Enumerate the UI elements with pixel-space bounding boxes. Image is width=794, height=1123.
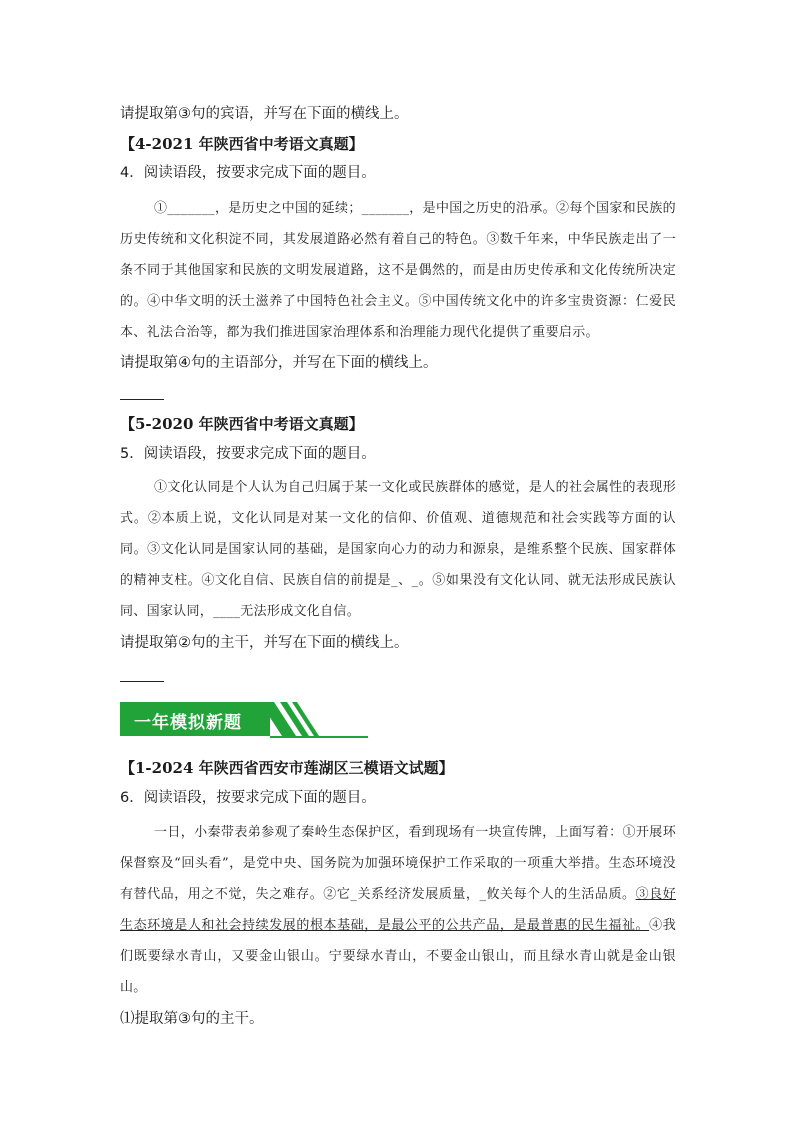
- question-6-passage: [120, 817, 676, 1003]
- question-5-passage: ①文化认同是个人认为自己归属于某一文化或民族群体的感觉，是人的社会属性的表现形式。②本质上说，文化认同是对某一文化的信仰、价值观、道德规范和社会实践等方面的认同。③文化认同是国家认同的基础，是国家向心力的动力和源泉，是维系整个民族、国家群体的精神支柱。④文化自信、民族自信的前提是_、_。⑤如果没有文化认同、就无法形成民族认同、国家认同，____无法形成文化自信。: [120, 480, 676, 619]
- question-5-heading: 【5-2020 年陕西省中考语文真题】: [120, 415, 364, 433]
- answer-line: [120, 399, 164, 400]
- question-prompt: 请提取第③句的宾语，并写在下面的横线上。: [120, 106, 409, 122]
- passage-text: ④我们既要绿水青山，又要金山银山。宁要绿水青山，不要金山银山，而且绿水青山就是金山银山。: [120, 918, 676, 995]
- question-4-instruction: 4．阅读语段，按要求完成下面的题目。: [120, 165, 376, 181]
- question-5-prompt: 请提取第②句的主干，并写在下面的横线上。: [120, 635, 409, 651]
- question-5-instruction: 5．阅读语段，按要求完成下面的题目。: [120, 446, 376, 462]
- section-banner: [120, 702, 370, 738]
- banner-stripes-icon: [260, 702, 330, 738]
- passage-text: 一日，小秦带表弟参观了秦岭生态保护区，看到现场有一块宣传牌，上面写着：①开展环保督察及“回头看”，是党中央、国务院为加强环境保护工作采取的一项重大举措。生态环境没有替代品，用之不觉，失之难存。②它_关系经济发展质量，_攸关每个人的生活品质。: [120, 825, 676, 902]
- question-6-subquestion-1: ⑴提取第③句的主干。: [120, 1011, 264, 1027]
- question-4-prompt: 请提取第④句的主语部分，并写在下面的横线上。: [120, 355, 438, 371]
- question-4-passage: ①_______，是历史之中国的延续；_______，是中国之历史的沿承。②每个国家和民族的历史传统和文化积淀不同，其发展道路必然有着自己的特色。③数千年来，中华民族走出了一条不同于其他国家和民族的文明发展道路，这不是偶然的，而是由历史传承和文化传统所决定的。④中华文明的沃土滋养了中国特色社会主义。⑤中国传统文化中的许多宝贵资源：仁爱民本、礼法合治等，都为我们推进国家治理体系和治理能力现代化提供了重要启示。: [120, 201, 676, 340]
- question-6-instruction: 6．阅读语段，按要求完成下面的题目。: [120, 790, 376, 806]
- passage-underlined-sentence: ③良好生态环境是人和社会持续发展的根本基础，是最公平的公共产品，是最普惠的民生福祉。: [120, 887, 677, 933]
- question-6-heading: 【1-2024 年陕西省西安市莲湖区三模语文试题】: [120, 759, 454, 777]
- banner-title: 一年模拟新题: [134, 713, 242, 733]
- question-4-heading: 【4-2021 年陕西省中考语文真题】: [120, 135, 364, 153]
- answer-line: [120, 681, 164, 682]
- banner-rule: [270, 736, 368, 738]
